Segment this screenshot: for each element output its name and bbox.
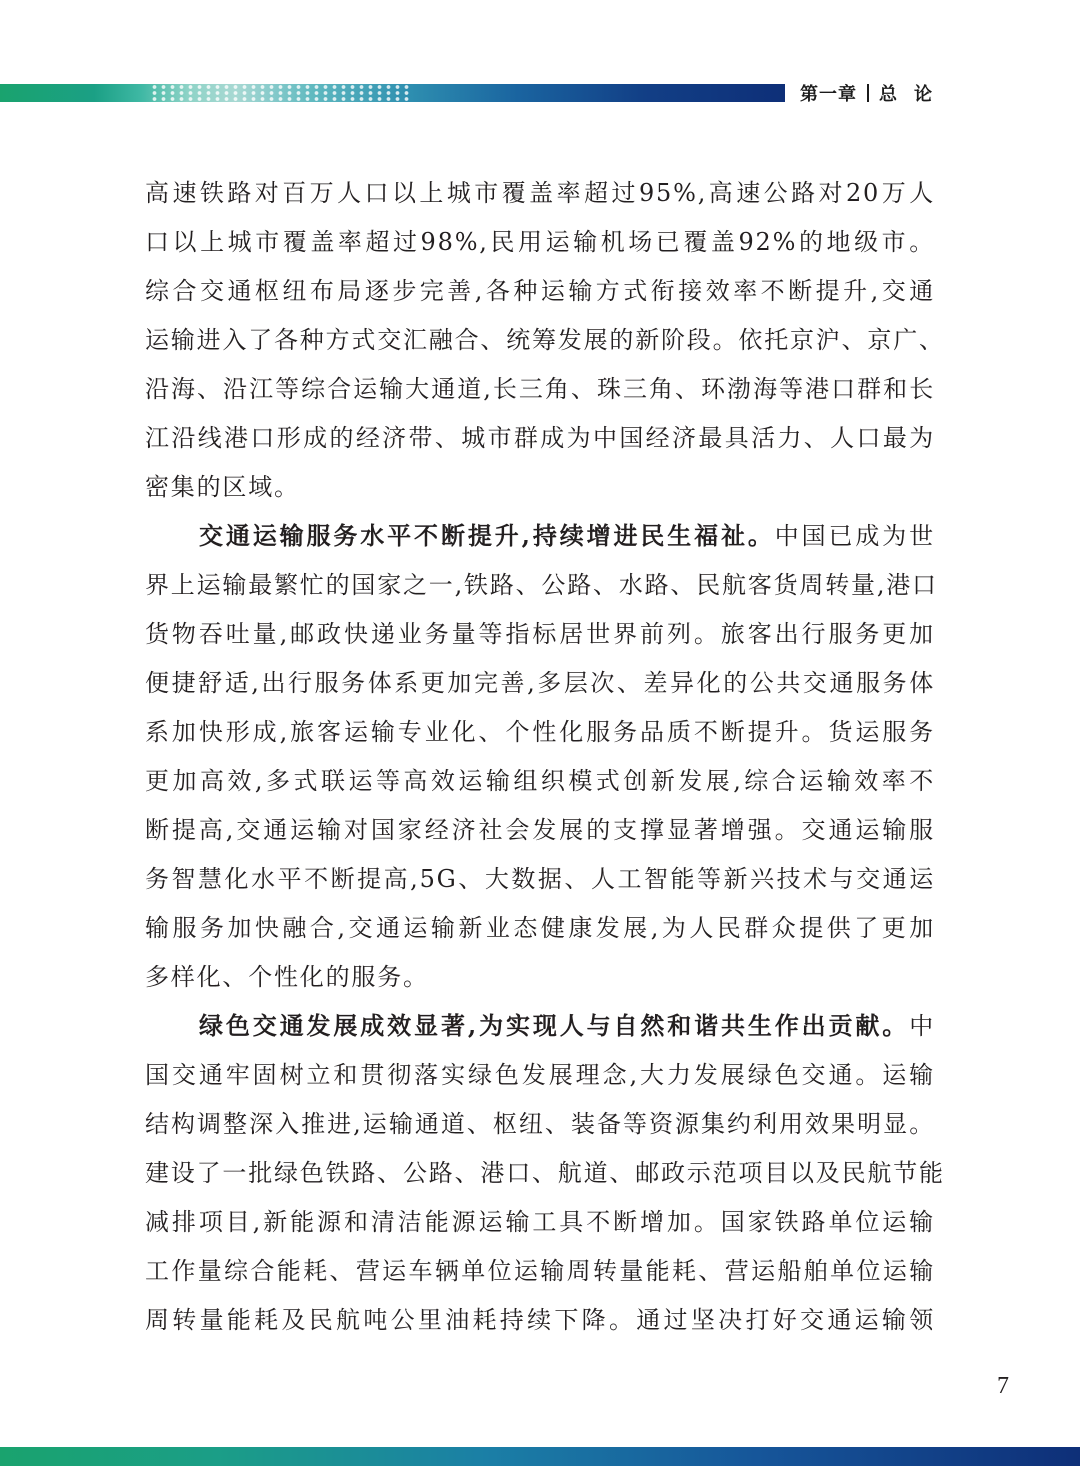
text-line: 减排项目,新能源和清洁能源运输工具不断增加。国家铁路单位运输: [145, 1208, 935, 1236]
header-gradient-band: [0, 84, 785, 102]
text-line: 工作量综合能耗、营运车辆单位运输周转量能耗、营运船舶单位运输: [145, 1257, 935, 1285]
text-line: 便捷舒适,出行服务体系更加完善,多层次、差异化的公共交通服务体: [145, 669, 935, 697]
text-line: 周转量能耗及民航吨公里油耗持续下降。通过坚决打好交通运输领: [145, 1306, 935, 1334]
chapter-title-char: 论: [914, 84, 933, 105]
text-line: 界上运输最繁忙的国家之一,铁路、公路、水路、民航客货周转量,港口: [145, 571, 938, 599]
header-separator: [867, 84, 869, 102]
text-line: 运输进入了各种方式交汇融合、统筹发展的新阶段。依托京沪、京广、: [145, 326, 945, 354]
text-line: 口以上城市覆盖率超过98%,民用运输机场已覆盖92%的地级市。: [145, 228, 935, 256]
paragraph-first-line: [199, 1011, 935, 1041]
text-line: 国交通牢固树立和贯彻落实绿色发展理念,大力发展绿色交通。运输: [145, 1061, 935, 1089]
chapter-title: [879, 80, 933, 106]
text-line: 结构调整深入推进,运输通道、枢纽、装备等资源集约利用效果明显。: [145, 1110, 935, 1138]
header-dot-pattern: [150, 84, 410, 102]
paragraph-first-line-rest: 中国已成为世: [774, 522, 935, 550]
text-line: 多样化、个性化的服务。: [145, 963, 429, 991]
text-line: 更加高效,多式联运等高效运输组织模式创新发展,综合运输效率不: [145, 767, 935, 795]
text-line: 沿海、沿江等综合运输大通道,长三角、珠三角、环渤海等港口群和长: [145, 375, 935, 403]
text-line: 密集的区域。: [145, 473, 300, 501]
text-line: 断提高,交通运输对国家经济社会发展的支撑显著增强。交通运输服: [145, 816, 935, 844]
text-line: 建设了一批绿色铁路、公路、港口、航道、邮政示范项目以及民航节能: [145, 1159, 945, 1187]
paragraph-heading: 绿色交通发展成效显著,为实现人与自然和谐共生作出贡献。: [199, 1011, 910, 1040]
text-line: 综合交通枢纽布局逐步完善,各种运输方式衔接效率不断提升,交通: [145, 277, 935, 305]
running-header: [800, 80, 933, 106]
footer-gradient-band: [0, 1447, 1080, 1466]
text-line: 货物吞吐量,邮政快递业务量等指标居世界前列。旅客出行服务更加: [145, 620, 935, 648]
paragraph-first-line-rest: 中: [909, 1012, 935, 1040]
chapter-label: 第一章: [800, 84, 857, 105]
text-line: 江沿线港口形成的经济带、城市群成为中国经济最具活力、人口最为: [145, 424, 935, 452]
text-line: 高速铁路对百万人口以上城市覆盖率超过95%,高速公路对20万人: [145, 179, 935, 207]
page-number: 7: [997, 1373, 1009, 1399]
paragraph-heading: 交通运输服务水平不断提升,持续增进民生福祉。: [199, 521, 775, 550]
paragraph-first-line: [199, 521, 935, 551]
text-line: 务智慧化水平不断提高,5G、大数据、人工智能等新兴技术与交通运: [145, 865, 935, 893]
chapter-title-char: 总: [879, 84, 898, 105]
text-line: 输服务加快融合,交通运输新业态健康发展,为人民群众提供了更加: [145, 914, 935, 942]
text-line: 系加快形成,旅客运输专业化、个性化服务品质不断提升。货运服务: [145, 718, 935, 746]
